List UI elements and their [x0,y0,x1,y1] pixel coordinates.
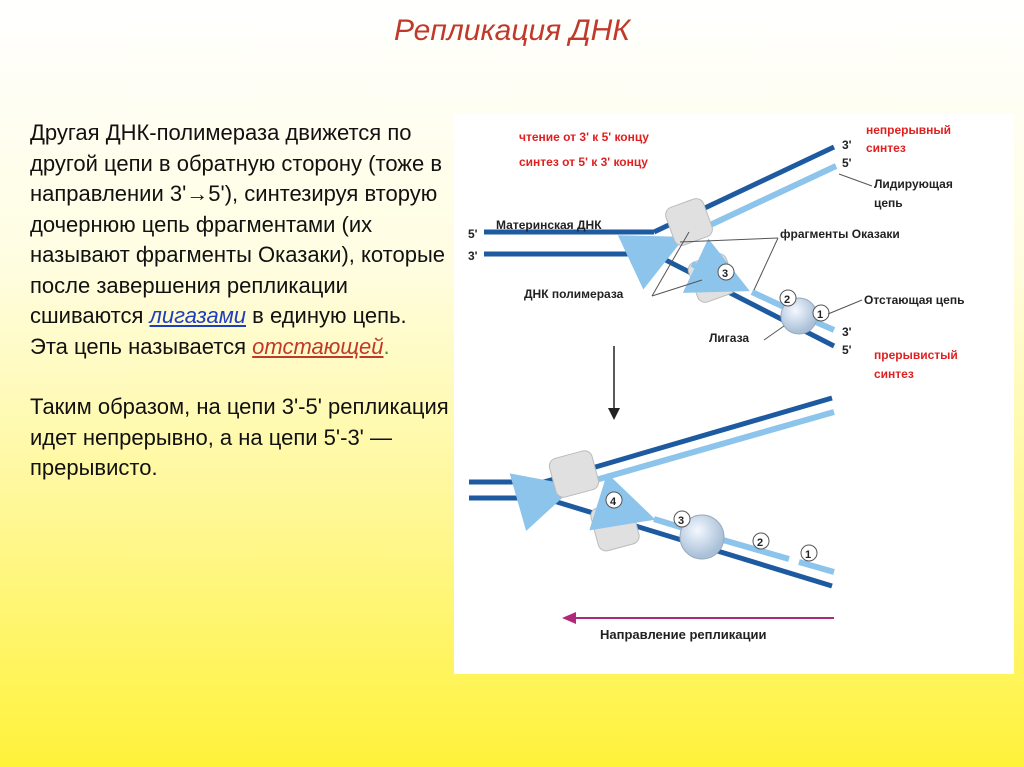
replication-diagram [454,114,1014,674]
continuous-label-1: непрерывный [866,123,952,137]
end-3-top: 3' [842,138,852,152]
paragraph-text-2: в единую цепь. Эта цепь называется [30,303,407,359]
polymerase-label: ДНК полимераза [524,287,624,301]
direction-label: Направление репликации [600,627,767,642]
num-1: 1 [817,309,824,321]
bnum-3: 3 [678,515,685,527]
num-3: 3 [722,268,729,280]
discontinuous-label-2: синтез [874,367,914,381]
end-3-left: 3' [468,249,478,263]
bnum-1: 1 [805,549,812,561]
polymerase-top [663,196,714,247]
body-text [30,118,450,484]
lagging-pointer [828,300,862,314]
ligase-label: Лигаза [709,331,750,345]
paragraph-text: Другая ДНК-полимераза движется по другой цепи в обратную сторону (тоже в направлении 3'→5'), синтезируя вторую дочернюю цепь фрагментами (их называют фрагменты Оказаки), которые после завершения репликации сшиваются [30,120,445,328]
lagging-label: Отстающая цепь [864,293,965,307]
bottom-polymerase-top [548,449,601,499]
ligase-pointer [764,326,784,340]
bnum-2: 2 [757,537,764,549]
discontinuous-label-1: прерывистый [874,348,958,362]
paragraph-summary: Таким образом, на цепи 3'-5' репликация идет непрерывно, а на цепи 5'-3' — прерывисто. [30,394,449,480]
leading-pointer [839,174,872,186]
leading-label-2: цепь [874,196,903,210]
synth-label: синтез от 5' к 3' концу [519,155,648,169]
okazaki-pointer-2 [754,238,778,290]
num-2: 2 [784,294,791,306]
continuous-label-2: синтез [866,141,906,155]
direction-arrow-head [562,612,576,624]
ligase-term: лигазами [149,303,247,328]
read-label: чтение от 3' к 5' концу [519,130,649,144]
slide-title: Репликация ДНК [394,14,630,47]
end-3-bottom: 3' [842,325,852,339]
bnum-4: 4 [610,496,617,508]
bottom-leading-new [564,412,834,489]
okazaki-label: фрагменты Оказаки [780,227,900,241]
end-5-bottom: 5' [842,343,852,357]
leading-label-1: Лидирующая [874,177,953,191]
parent-dna-label: Материнская ДНК [496,218,602,232]
diagram-svg [454,114,1014,674]
end-5-left: 5' [468,227,478,241]
lagging-term: отстающей [252,333,384,359]
paragraph-dot: . [383,333,390,359]
end-5-top: 5' [842,156,852,170]
paragraph-okazaki [30,118,450,362]
bottom-fragment-1 [799,562,834,572]
